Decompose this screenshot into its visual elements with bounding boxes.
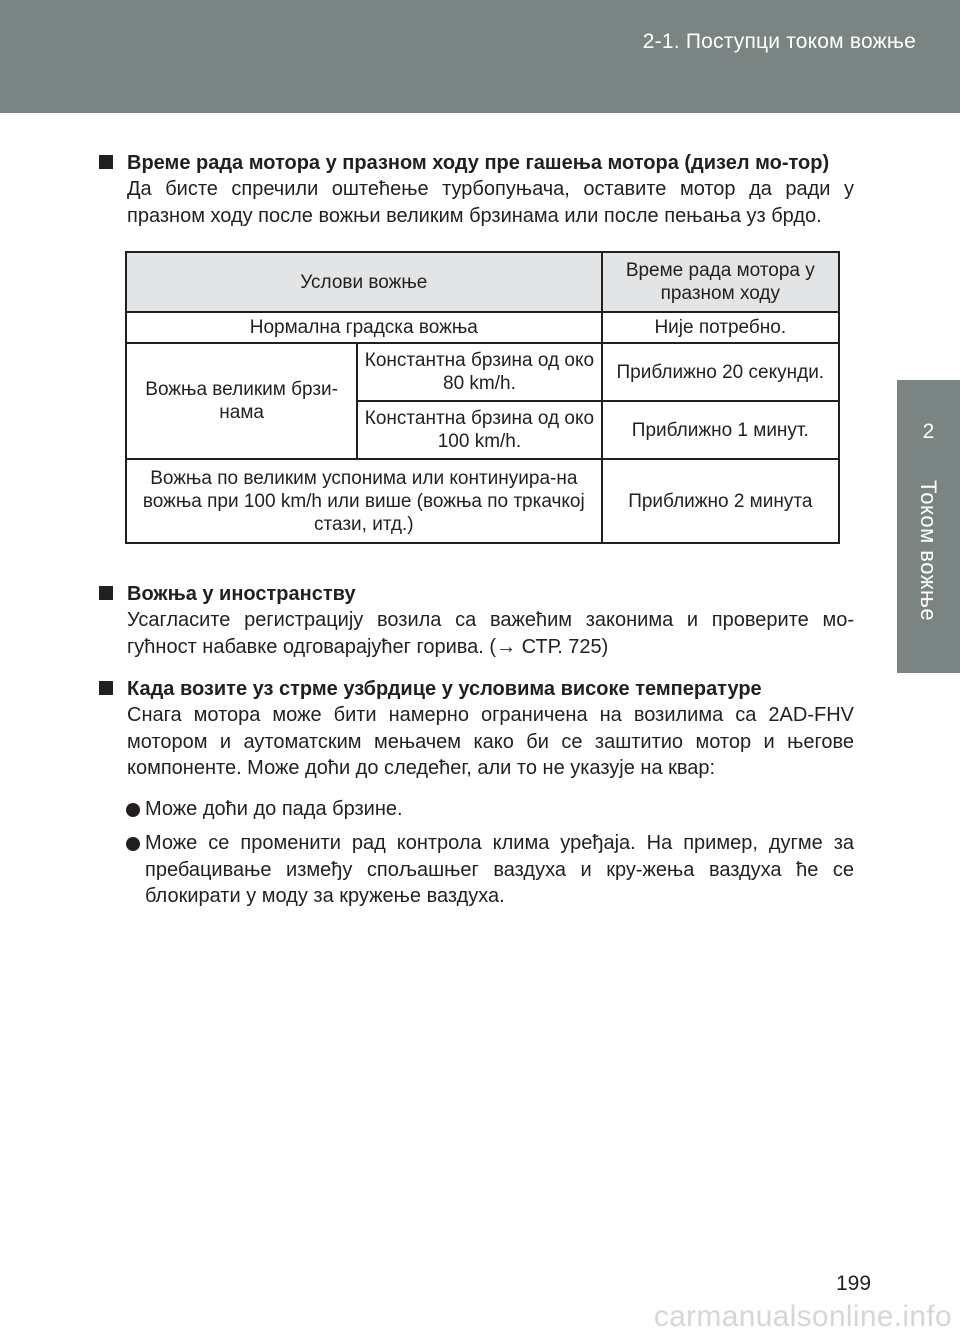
chapter-side-tab — [897, 380, 960, 673]
section-body: Снага мотора може бити намерно ограничена на возилима са 2AD-FHV мотором и аутоматским мењачем како би се заштитио мотор и његове компоненте. Може доћи до следећег, али то не указује на квар: — [127, 704, 854, 779]
section-title: Када возите уз стрме узбрдице у условима високе температуре — [127, 678, 762, 700]
table-header-row — [126, 252, 839, 312]
header-conditions: Услови вожње — [126, 252, 602, 312]
cell-time-80: Приближно 20 секунди. — [602, 343, 839, 401]
section-title: Вожња у иностранству — [127, 583, 356, 605]
header-band — [0, 0, 960, 113]
cell-speed-100: Константна брзина од око 100 km/h. — [357, 401, 601, 459]
idle-time-table — [125, 251, 840, 544]
cell-condition-high-speed: Вожња великим брзи-нама — [126, 343, 357, 459]
section-body: Да бисте спречили оштећење турбопуњача, оставите мотор да ради у празном ходу после вожњи великим брзинама или после пењања уз брдо. — [127, 178, 854, 227]
chapter-title: 2-1. Поступци током вожње — [642, 30, 916, 53]
round-bullet-icon — [126, 803, 140, 817]
chapter-side-label: Током вожње — [916, 480, 941, 622]
square-bullet-icon — [99, 586, 113, 600]
cell-condition-city: Нормална градска вожња — [126, 312, 602, 343]
chapter-number: 2 — [922, 420, 935, 443]
list-item: Може се променити рад контрола клима уређаја. На пример, дугме за пребацивање између спољашњег ваздуха и кру-жења ваздуха ће се блокирати у моду за кружење ваздуха. — [99, 830, 854, 910]
cell-condition-hills: Вожња по великим успонима или континуира-на вожња при 100 km/h или више (вожња по тркачкој стази, итд.) — [126, 459, 602, 543]
table-row — [126, 343, 839, 401]
section-abroad — [99, 581, 854, 660]
section-steep-hills — [99, 676, 854, 910]
page-number: 199 — [836, 1272, 872, 1295]
table-row — [126, 312, 839, 343]
table-row — [126, 459, 839, 543]
square-bullet-icon — [99, 155, 113, 169]
cell-time-100: Приближно 1 минут. — [602, 401, 839, 459]
section-body: Усагласите регистрацију возила са важећим законима и проверите мо-гућност набавке одговарајућег горива. (→ СТР. 725) — [127, 609, 854, 658]
square-bullet-icon — [99, 681, 113, 695]
watermark: carmanualsonline.info — [653, 1300, 952, 1333]
cell-speed-80: Константна брзина од око 80 km/h. — [357, 343, 601, 401]
list-item: Може доћи до пада брзине. — [99, 796, 854, 823]
header-idle-time: Време рада мотора у празном ходу — [602, 252, 839, 312]
section-title: Време рада мотора у празном ходу пре гашења мотора (дизел мо-тор) — [127, 152, 830, 174]
round-bullet-icon — [126, 837, 140, 851]
page-content — [99, 150, 854, 910]
section-idle-time — [99, 150, 854, 229]
cell-time-hills: Приближно 2 минута — [602, 459, 839, 543]
cell-time-city: Није потребно. — [602, 312, 839, 343]
